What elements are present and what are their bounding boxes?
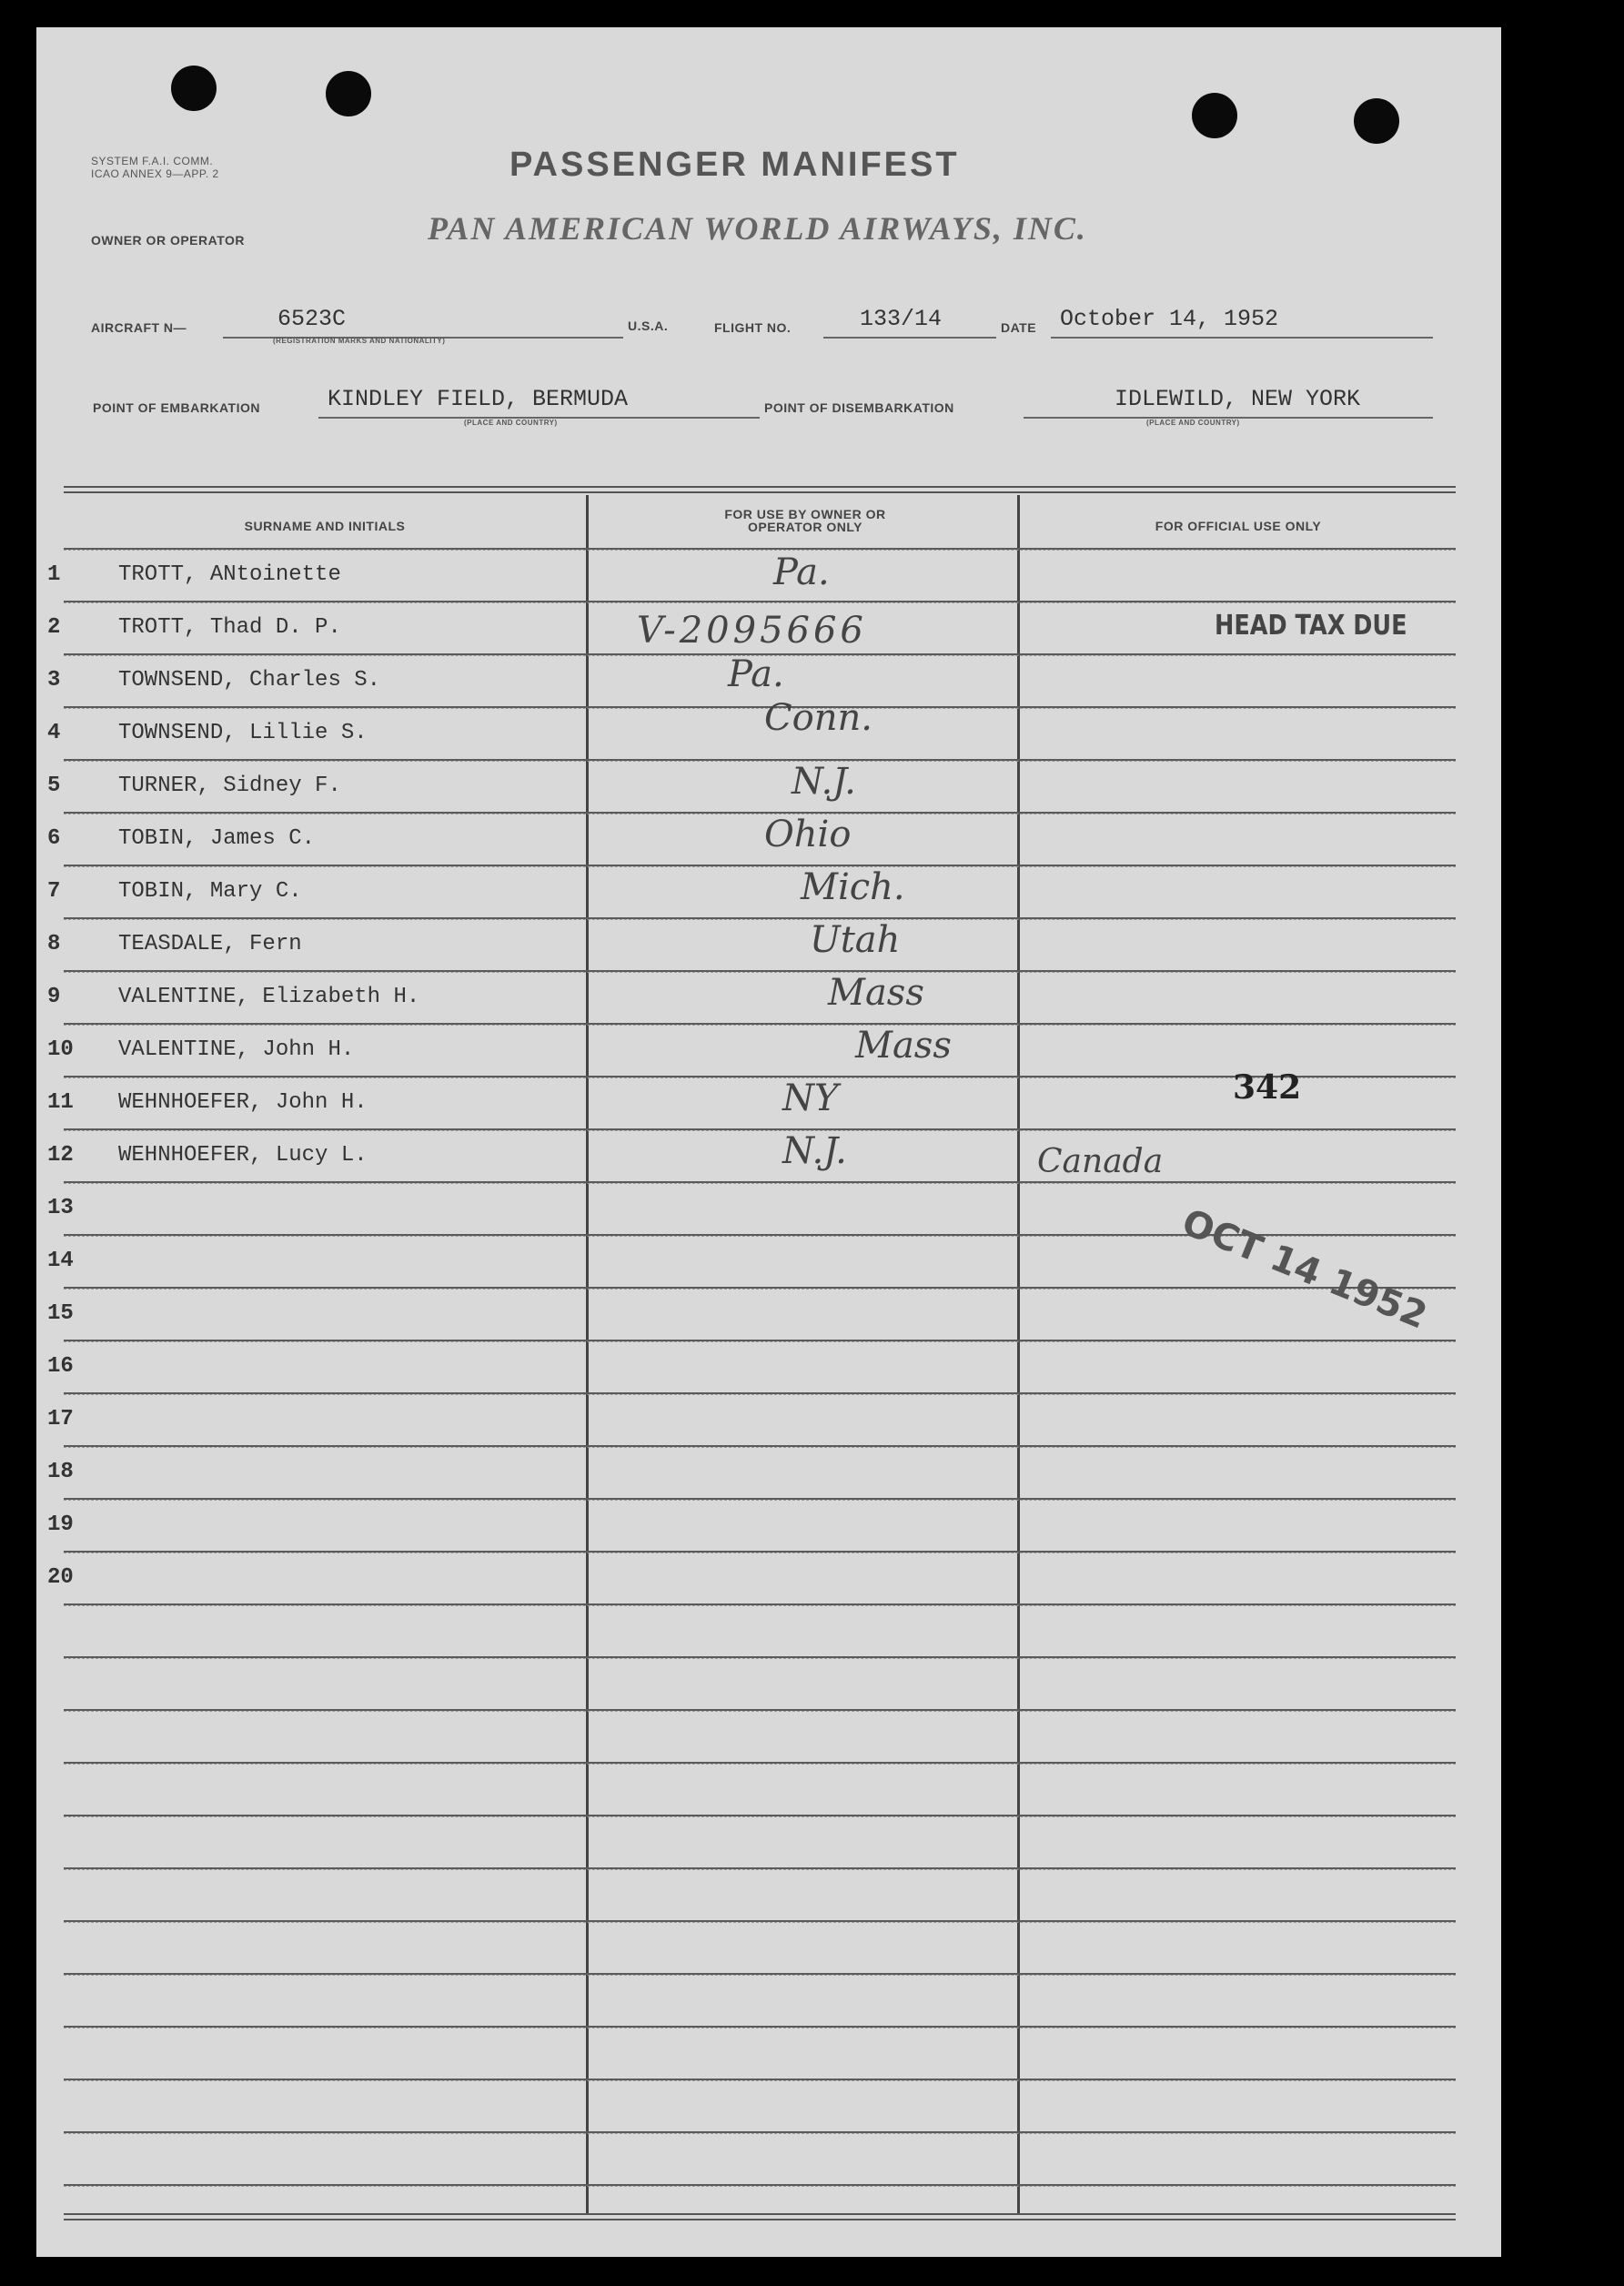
passenger-name: TOWNSEND, Lillie S. <box>118 721 368 745</box>
head-tax-stamp: HEAD TAX DUE <box>1215 610 1407 642</box>
owner-note: Conn. <box>764 697 873 739</box>
registration-note: (REGISTRATION MARKS AND NATIONALITY) <box>273 337 446 345</box>
row-rule <box>64 1023 1456 1026</box>
canada-note: Canada <box>1037 1143 1164 1180</box>
owner-value: PAN AMERICAN WORLD AIRWAYS, INC. <box>428 210 1087 247</box>
row-number: 1 <box>47 562 61 587</box>
row-number: 7 <box>47 879 61 904</box>
date-field <box>1051 300 1433 339</box>
embark-field <box>318 380 760 419</box>
punch-hole <box>1192 93 1237 138</box>
punch-hole <box>1354 98 1399 144</box>
row-rule <box>64 2184 1456 2187</box>
table-bottom-rule <box>64 2213 1456 2215</box>
disembark-note: (PLACE AND COUNTRY) <box>1146 419 1240 427</box>
row-number: 17 <box>47 1407 74 1431</box>
row-rule <box>64 2079 1456 2081</box>
passenger-name: TOWNSEND, Charles S. <box>118 668 381 693</box>
row-number: 18 <box>47 1460 74 1484</box>
country-label: U.S.A. <box>628 319 669 333</box>
disembark-field <box>1024 380 1433 419</box>
table-bottom-rule <box>64 2219 1456 2220</box>
owner-note: V-2095666 <box>637 610 867 652</box>
row-number: 5 <box>47 774 61 798</box>
form-reference <box>91 155 219 180</box>
owner-note: Mass <box>855 1025 952 1067</box>
row-rule <box>64 917 1456 920</box>
owner-note: Mass <box>828 972 924 1014</box>
passenger-name: WEHNHOEFER, John H. <box>118 1090 368 1115</box>
row-rule <box>64 970 1456 973</box>
passenger-name: TROTT, Thad D. P. <box>118 615 341 640</box>
punch-hole <box>171 66 217 111</box>
disembark-label: POINT OF DISEMBARKATION <box>764 400 954 415</box>
owner-note: Utah <box>810 919 901 961</box>
embark-value: KINDLEY FIELD, BERMUDA <box>328 386 629 412</box>
row-rule <box>64 1973 1456 1976</box>
column-header-surname: SURNAME AND INITIALS <box>244 519 406 533</box>
row-rule <box>64 759 1456 762</box>
row-number: 9 <box>47 985 61 1009</box>
row-rule <box>64 1815 1456 1817</box>
row-rule <box>64 1762 1456 1765</box>
row-rule <box>64 548 1456 551</box>
table-top-rule <box>64 486 1456 488</box>
disembark-value: IDLEWILD, NEW YORK <box>1115 386 1361 412</box>
row-rule <box>64 1498 1456 1501</box>
flight-field <box>823 300 996 339</box>
owner-note: Ohio <box>764 814 852 855</box>
page-title: PASSENGER MANIFEST <box>509 146 960 184</box>
row-rule <box>64 1392 1456 1395</box>
flight-value: 133/14 <box>860 306 943 332</box>
passenger-name: TROTT, ANtoinette <box>118 562 341 587</box>
row-rule <box>64 601 1456 603</box>
passenger-name: VALENTINE, John H. <box>118 1037 355 1062</box>
aircraft-label: AIRCRAFT N— <box>91 320 187 335</box>
passenger-name: WEHNHOEFER, Lucy L. <box>118 1143 368 1168</box>
owner-note: Pa. <box>773 551 830 593</box>
row-number: 14 <box>47 1249 74 1273</box>
row-number: 3 <box>47 668 61 693</box>
row-rule <box>64 2131 1456 2134</box>
owner-note: NY <box>782 1077 839 1119</box>
date-value: October 14, 1952 <box>1060 306 1279 332</box>
passenger-name: TEASDALE, Fern <box>118 932 302 956</box>
embark-note: (PLACE AND COUNTRY) <box>464 419 558 427</box>
row-rule <box>64 865 1456 867</box>
row-number: 10 <box>47 1037 74 1062</box>
row-number: 15 <box>47 1301 74 1326</box>
owner-note: N.J. <box>782 1130 847 1172</box>
aircraft-value: 6523C <box>277 306 347 332</box>
row-number: 4 <box>47 721 61 745</box>
owner-label: OWNER OR OPERATOR <box>91 233 245 248</box>
row-number: 20 <box>47 1565 74 1590</box>
flight-label: FLIGHT NO. <box>714 320 792 335</box>
row-rule <box>64 1340 1456 1342</box>
column-header-official-use: FOR OFFICIAL USE ONLY <box>1155 519 1322 533</box>
row-rule <box>64 1867 1456 1870</box>
passenger-name: TOBIN, Mary C. <box>118 879 302 904</box>
passenger-count: 342 <box>1233 1068 1302 1107</box>
row-number: 19 <box>47 1512 74 1537</box>
row-rule <box>64 812 1456 814</box>
row-rule <box>64 1445 1456 1448</box>
row-rule <box>64 2026 1456 2028</box>
row-rule <box>64 1656 1456 1659</box>
row-rule <box>64 1181 1456 1184</box>
column-header-owner-use: FOR USE BY OWNER OR OPERATOR ONLY <box>724 507 886 534</box>
passenger-name: VALENTINE, Elizabeth H. <box>118 985 420 1009</box>
row-number: 8 <box>47 932 61 956</box>
row-rule <box>64 1287 1456 1290</box>
date-label: DATE <box>1001 320 1037 335</box>
row-rule <box>64 1128 1456 1131</box>
table-top-rule <box>64 491 1456 493</box>
row-rule <box>64 1709 1456 1712</box>
row-rule <box>64 1603 1456 1606</box>
date-stamp: OCT 14 1952 <box>1175 1201 1433 1338</box>
owner-note: N.J. <box>792 761 856 803</box>
owner-note: Pa. <box>728 653 784 695</box>
manifest-sheet <box>36 27 1501 2257</box>
row-number: 2 <box>47 615 61 640</box>
form-reference-line: ICAO ANNEX 9—APP. 2 <box>91 167 219 180</box>
column-divider <box>586 495 589 2213</box>
embark-label: POINT OF EMBARKATION <box>93 400 260 415</box>
row-number: 6 <box>47 826 61 851</box>
row-number: 12 <box>47 1143 74 1168</box>
owner-note: Mich. <box>801 866 905 908</box>
passenger-name: TOBIN, James C. <box>118 826 316 851</box>
column-divider <box>1017 495 1020 2213</box>
row-number: 11 <box>47 1090 74 1115</box>
punch-hole <box>326 71 371 116</box>
aircraft-field <box>223 300 623 339</box>
passenger-name: TURNER, Sidney F. <box>118 774 341 798</box>
row-rule <box>64 706 1456 709</box>
row-number: 16 <box>47 1354 74 1379</box>
row-rule <box>64 1920 1456 1923</box>
form-reference-line: SYSTEM F.A.I. COMM. <box>91 155 214 167</box>
row-rule <box>64 1551 1456 1553</box>
row-number: 13 <box>47 1196 74 1220</box>
